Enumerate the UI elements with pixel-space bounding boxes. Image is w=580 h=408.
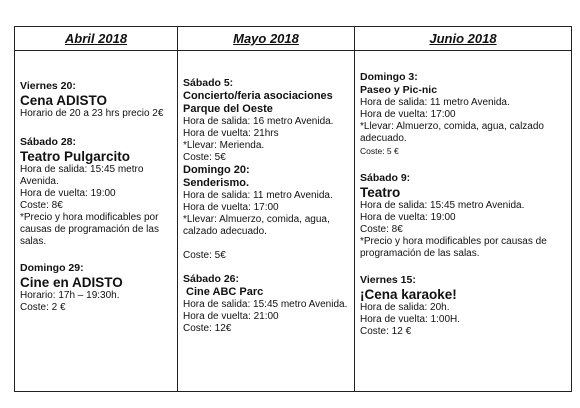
event-line: Hora de salida: 15:45 metro — [20, 164, 144, 175]
event-line: Avenida. — [20, 176, 59, 187]
event-day: Domingo 3: — [360, 71, 418, 83]
event — [183, 164, 350, 262]
event-line: Hora de salida: 20h. — [360, 302, 450, 313]
event-line: calzado adecuado. — [183, 226, 267, 237]
event-line: *Precio y hora modificables por — [20, 212, 159, 223]
event-line: *Llevar: Merienda. — [183, 140, 265, 151]
event-day: Sábado 28: — [20, 136, 77, 148]
month-title: Mayo 2018 — [233, 31, 299, 46]
event-title: Paseo y Pic-nic — [360, 84, 438, 96]
event-line: Hora de vuelta: 1:00H. — [360, 314, 461, 325]
column-april — [15, 27, 177, 391]
event-line: Coste: 8€ — [360, 224, 403, 235]
month-title: Junio 2018 — [429, 31, 497, 46]
event — [360, 274, 567, 338]
month-header — [178, 27, 354, 51]
event-title: Parque del Oeste — [183, 103, 273, 115]
event-title: Cena ADISTO — [20, 93, 108, 108]
event-line: Hora de vuelta: 19:00 — [20, 188, 116, 199]
event-title: Senderismo. — [183, 177, 250, 189]
event-line: Coste: 8€ — [20, 200, 63, 211]
event-title: Teatro — [360, 185, 401, 200]
event-line: Coste: 12 € — [360, 326, 412, 337]
month-header — [355, 27, 571, 51]
column-may — [177, 27, 354, 391]
event — [183, 77, 350, 164]
event-line: causas de programación de las — [20, 224, 159, 235]
event-day: Sábado 26: — [183, 273, 240, 285]
event-line: Hora de salida: 16 metro Avenida. — [183, 116, 334, 127]
event-day: Domingo 29: — [20, 262, 84, 274]
event-day: Viernes 15: — [360, 274, 416, 286]
event-line: Horario: 17h – 19:30h. — [20, 290, 120, 301]
event-line: Hora de salida: 11 metro Avenida. — [183, 190, 333, 201]
event-title: Concierto/feria asociaciones — [183, 90, 333, 102]
event-title: Cine ABC Parc — [183, 286, 264, 298]
event-day: Viernes 20: — [20, 80, 76, 92]
event-line: Coste: 12€ — [183, 323, 232, 334]
event-line: Hora de salida: 15:45 metro Avenida. — [183, 299, 348, 310]
event-line: programación de las salas. — [360, 248, 480, 259]
event-line: Coste: 5€ — [183, 152, 226, 163]
event-line: Coste: 5€ — [183, 250, 226, 261]
event-day: Sábado 9: — [360, 172, 411, 184]
event-line: Hora de vuelta: 19:00 — [360, 212, 456, 223]
event-line: salas. — [20, 236, 47, 247]
event-line: *Llevar: Almuerzo, comida, agua, — [183, 214, 330, 225]
event — [20, 136, 173, 248]
month-header — [15, 27, 177, 51]
event-line: Coste: 2 € — [20, 302, 66, 313]
event-line — [183, 238, 350, 250]
event-title: ¡Cena karaoke! — [360, 287, 457, 302]
event-line: Hora de vuelta: 17:00 — [360, 109, 456, 120]
event-day: Sábado 5: — [183, 77, 234, 89]
month-title: Abril 2018 — [64, 31, 128, 46]
event-line: *Precio y hora modificables por causas de — [360, 236, 547, 247]
event-day: Domingo 20: — [183, 164, 250, 176]
event-line: Hora de vuelta: 21hrs — [183, 128, 279, 139]
event — [360, 172, 567, 260]
event-line: Horario de 20 a 23 hrs precio 2€ — [20, 108, 164, 119]
event — [20, 80, 173, 120]
event — [360, 71, 567, 157]
event-line: adecuado. — [360, 133, 407, 144]
column-june — [354, 27, 571, 391]
event-line: Hora de vuelta: 21:00 — [183, 311, 279, 322]
event-line: Hora de salida: 11 metro Avenida. — [360, 97, 510, 108]
event-line: Hora de salida: 15:45 metro Avenida. — [360, 200, 525, 211]
event-title: Teatro Pulgarcito — [20, 149, 131, 164]
event-line: *Llevar: Almuerzo, comida, agua, calzado — [360, 121, 544, 132]
calendar-table — [14, 26, 572, 392]
event-title: Cine en ADISTO — [20, 275, 123, 290]
event — [20, 262, 173, 314]
event-cost: Coste: 5 € — [360, 146, 399, 156]
event — [183, 273, 350, 335]
event-line: Hora de vuelta: 17:00 — [183, 202, 279, 213]
